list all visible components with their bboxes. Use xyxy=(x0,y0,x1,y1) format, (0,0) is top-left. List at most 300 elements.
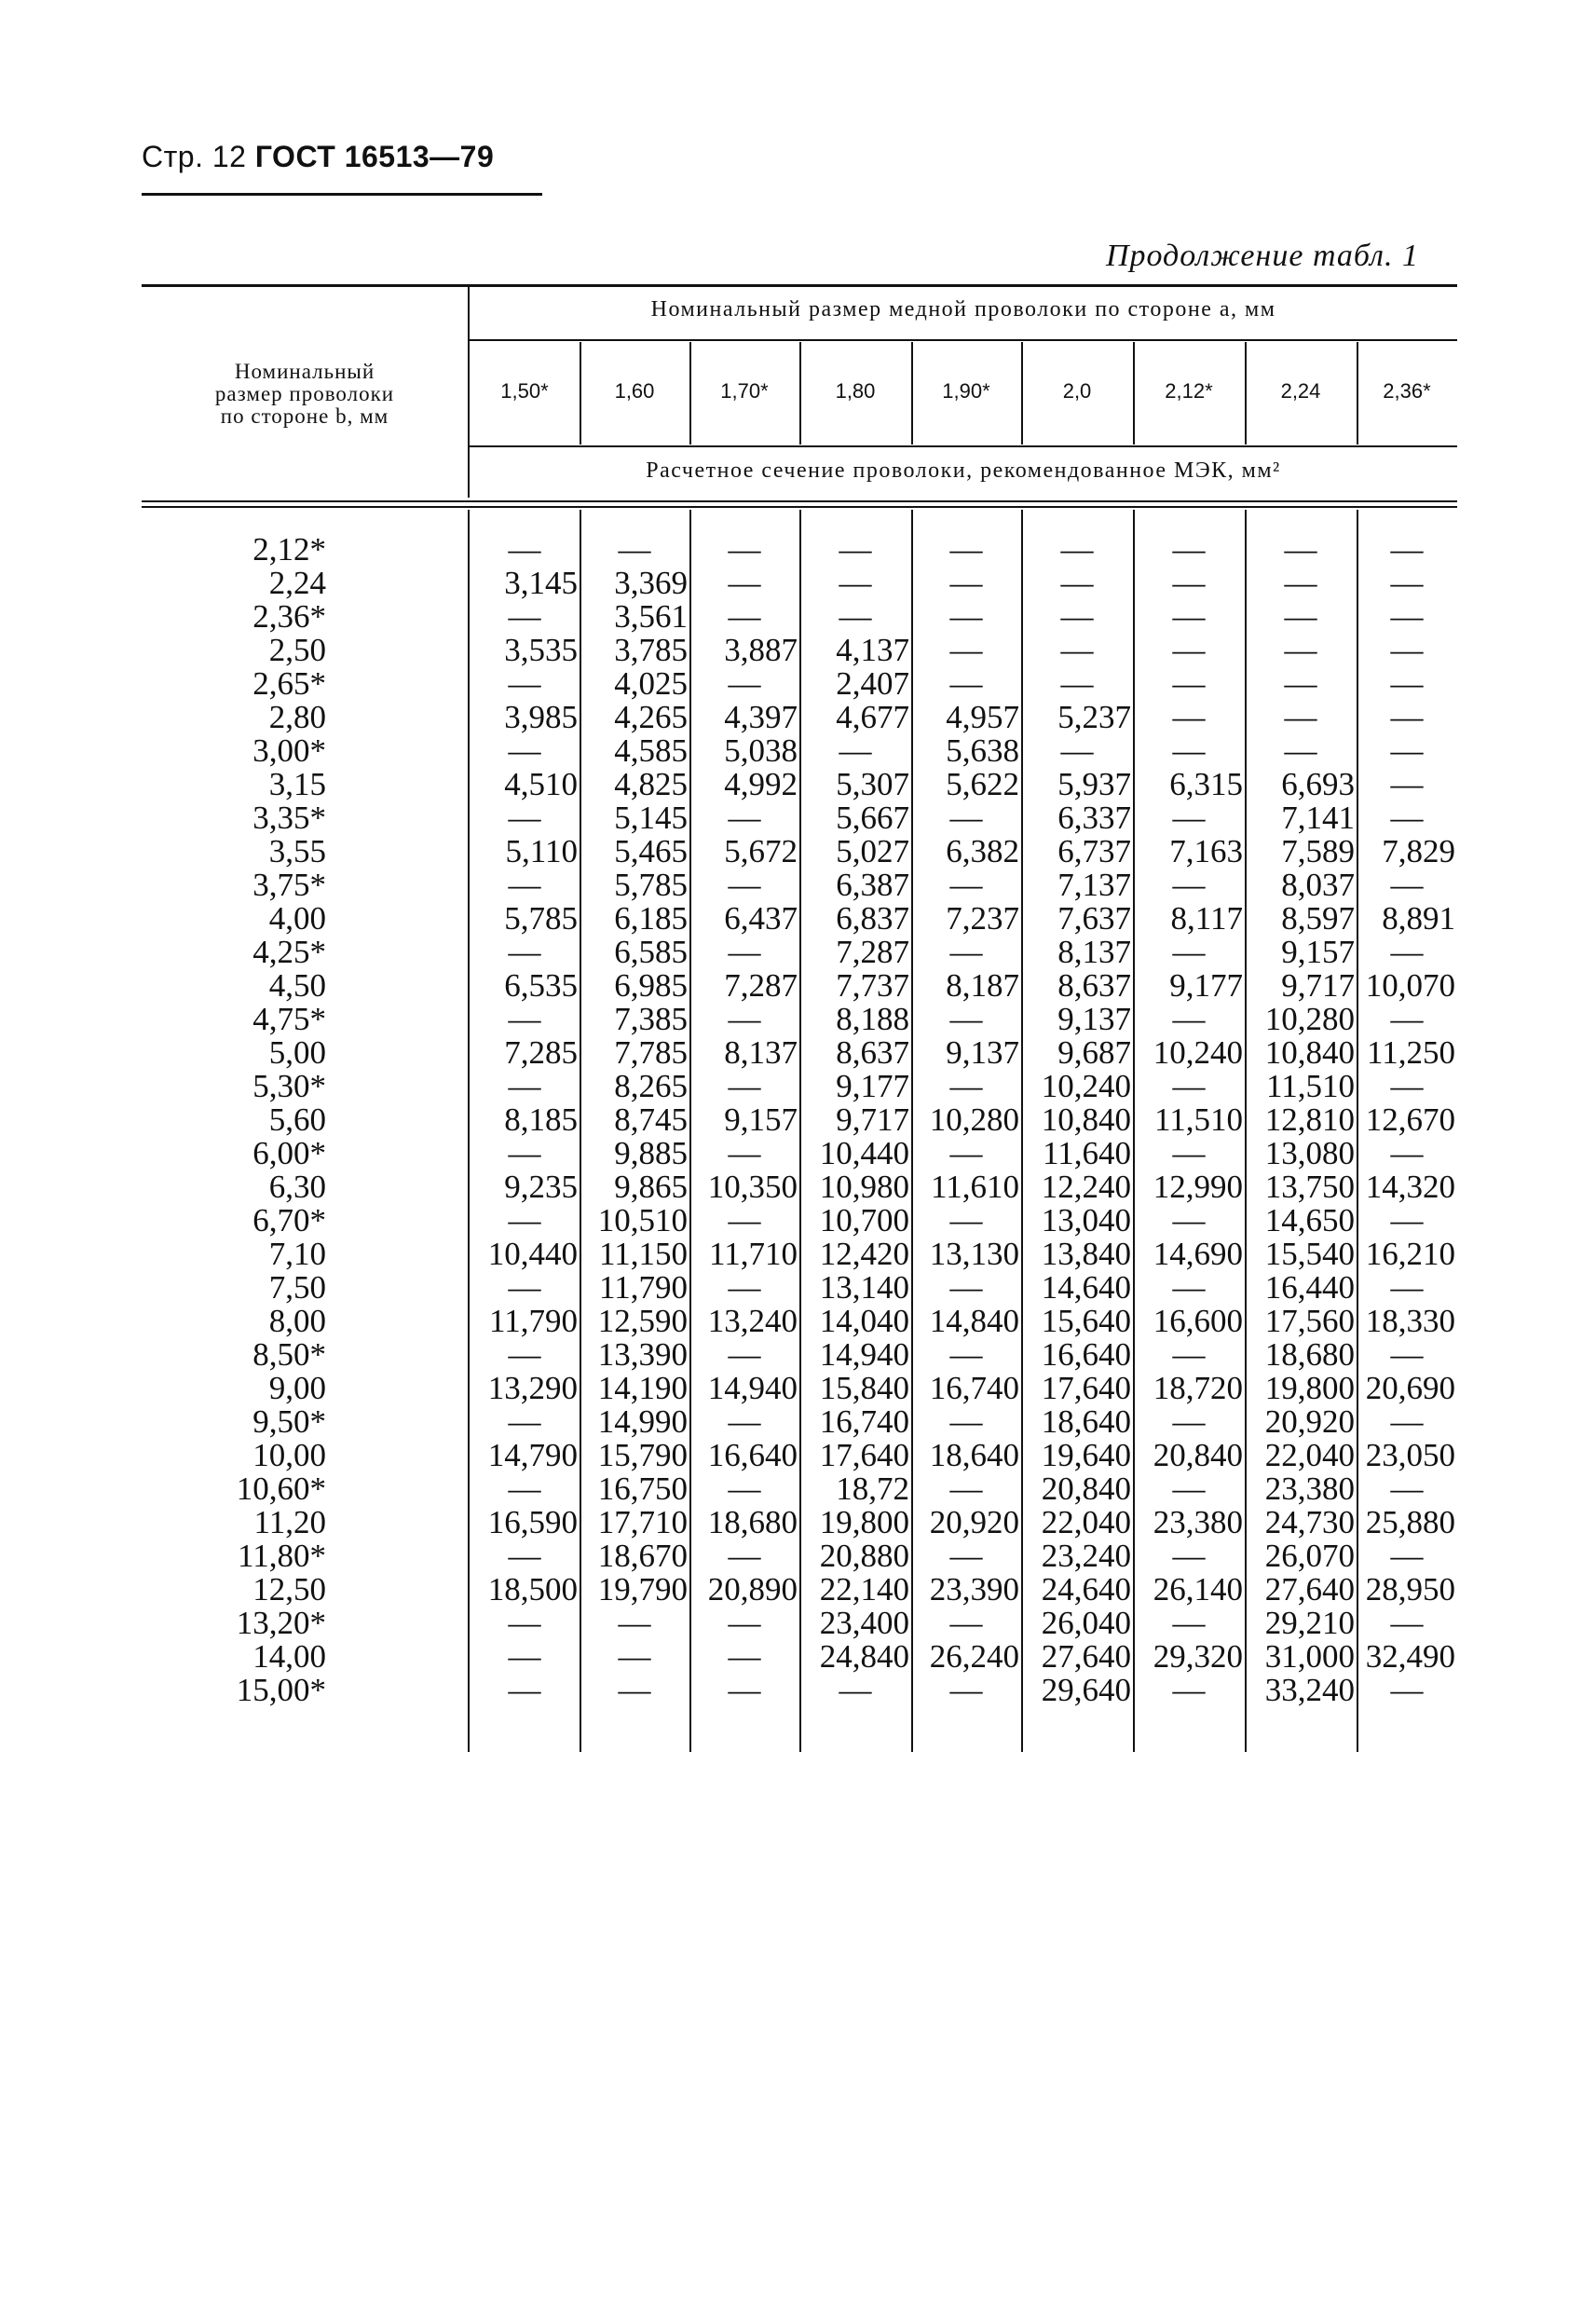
table-row xyxy=(142,734,1457,768)
table-cell: 2,407 xyxy=(836,665,909,702)
column-header: 2,24 xyxy=(1280,379,1321,403)
table-cell: 12,240 xyxy=(1041,1169,1131,1205)
table-cell: — xyxy=(949,1001,983,1037)
table-row xyxy=(142,634,1457,667)
table-cell: — xyxy=(839,732,872,769)
table-cell: 3,535 xyxy=(504,632,578,668)
table-cell: 7,163 xyxy=(1169,833,1243,869)
table-cell: — xyxy=(508,531,541,568)
table-cell: 24,730 xyxy=(1264,1504,1355,1540)
table-cell: — xyxy=(949,1068,983,1104)
table-cell: — xyxy=(949,598,983,635)
table-cell: 23,390 xyxy=(929,1571,1019,1607)
table-cell: 23,050 xyxy=(1365,1437,1455,1473)
table-cell: 8,265 xyxy=(614,1068,688,1104)
table-cell: 6,837 xyxy=(836,900,909,937)
table-continuation-label: Продолжение табл. 1 xyxy=(1105,239,1419,273)
table-cell: 23,380 xyxy=(1153,1504,1243,1540)
table-row xyxy=(142,835,1457,869)
table-cell: 24,840 xyxy=(819,1638,909,1675)
table-row xyxy=(142,1338,1457,1372)
table-cell: 7,637 xyxy=(1057,900,1131,937)
stub-header-line-1: Номинальный xyxy=(234,360,375,383)
table-cell: 9,235 xyxy=(504,1169,578,1205)
column-divider xyxy=(911,342,913,445)
table-cell: — xyxy=(1172,1001,1206,1037)
table-cell: 5,145 xyxy=(614,800,688,836)
table-cell: — xyxy=(728,800,761,836)
table-cell: 13,750 xyxy=(1264,1169,1355,1205)
column-header: 1,80 xyxy=(835,379,876,403)
table-row xyxy=(142,1674,1457,1707)
table-cell: 22,140 xyxy=(819,1571,909,1607)
table-row xyxy=(142,533,1457,567)
table-cell: 5,785 xyxy=(504,900,578,937)
table-cell: — xyxy=(728,1403,761,1440)
table-cell: 8,597 xyxy=(1281,900,1355,937)
table-cell: 19,800 xyxy=(1264,1370,1355,1406)
table-cell: 22,040 xyxy=(1264,1437,1355,1473)
table-cell: 16,210 xyxy=(1365,1236,1455,1272)
table-cell: — xyxy=(508,800,541,836)
table-row xyxy=(142,1506,1457,1539)
table-cell: 28,950 xyxy=(1365,1571,1455,1607)
table-cell: 11,250 xyxy=(1367,1034,1455,1071)
table-cell: — xyxy=(1390,1001,1424,1037)
table-cell: 16,750 xyxy=(597,1471,688,1507)
table-cell: 13,290 xyxy=(487,1370,578,1406)
header-rule-upper xyxy=(470,339,1457,341)
row-label: 4,25* xyxy=(252,934,326,970)
table-cell: — xyxy=(1060,531,1094,568)
table-cell: — xyxy=(839,531,872,568)
table-cell: — xyxy=(508,867,541,903)
table-cell: 4,265 xyxy=(614,699,688,735)
table-cell: — xyxy=(1390,1471,1424,1507)
table-cell: 5,672 xyxy=(724,833,798,869)
table-cell: — xyxy=(1284,732,1317,769)
table-cell: — xyxy=(508,1672,541,1708)
table-cell: 5,465 xyxy=(614,833,688,869)
table-cell: 5,638 xyxy=(946,732,1019,769)
table-cell: — xyxy=(949,1135,983,1171)
table-cell: 9,157 xyxy=(1281,934,1355,970)
table-cell: — xyxy=(1390,531,1424,568)
table-cell: 13,130 xyxy=(929,1236,1019,1272)
table-cell: 6,535 xyxy=(504,967,578,1004)
table-cell: 13,040 xyxy=(1041,1202,1131,1238)
row-label: 5,60 xyxy=(268,1101,326,1138)
table-cell: 20,920 xyxy=(929,1504,1019,1540)
column-header: 1,90* xyxy=(942,379,990,403)
table-cell: 9,177 xyxy=(836,1068,909,1104)
row-label: 3,15 xyxy=(268,766,326,802)
table-cell: 18,72 xyxy=(836,1471,909,1507)
row-label: 11,80* xyxy=(238,1538,326,1574)
table-cell: 18,720 xyxy=(1153,1370,1243,1406)
table-cell: — xyxy=(949,800,983,836)
column-divider xyxy=(1245,342,1247,445)
table-row xyxy=(142,1640,1457,1674)
table-top-rule xyxy=(142,284,1457,287)
table-cell: 14,690 xyxy=(1153,1236,1243,1272)
table-cell: — xyxy=(949,1672,983,1708)
table-cell: 4,957 xyxy=(946,699,1019,735)
table-cell: 7,385 xyxy=(614,1001,688,1037)
table-cell: 19,800 xyxy=(819,1504,909,1540)
table-cell: — xyxy=(1390,1403,1424,1440)
table-cell: — xyxy=(728,565,761,601)
column-header: 2,0 xyxy=(1062,379,1092,403)
column-divider xyxy=(1357,342,1358,445)
table-cell: — xyxy=(1172,867,1206,903)
table-cell: 12,810 xyxy=(1264,1101,1355,1138)
table-cell: 5,937 xyxy=(1057,766,1131,802)
table-cell: — xyxy=(949,1202,983,1238)
row-label: 2,12* xyxy=(252,531,326,568)
table-cell: — xyxy=(1060,632,1094,668)
table-row xyxy=(142,1472,1457,1506)
table-cell: — xyxy=(1172,1336,1206,1373)
table-cell: 26,240 xyxy=(929,1638,1019,1675)
table-cell: — xyxy=(1172,531,1206,568)
row-label: 7,10 xyxy=(268,1236,326,1272)
table-cell: — xyxy=(1172,598,1206,635)
table-row xyxy=(142,1573,1457,1607)
table-cell: 13,390 xyxy=(597,1336,688,1373)
table-cell: 4,510 xyxy=(504,766,578,802)
table-row xyxy=(142,768,1457,801)
table-cell: 14,840 xyxy=(929,1303,1019,1339)
table-cell: 7,829 xyxy=(1382,833,1455,869)
table-cell: — xyxy=(1390,1672,1424,1708)
table-cell: 26,070 xyxy=(1264,1538,1355,1574)
row-label: 10,60* xyxy=(236,1471,326,1507)
table-cell: 29,640 xyxy=(1041,1672,1131,1708)
table-cell: 15,790 xyxy=(597,1437,688,1473)
table-cell: 18,330 xyxy=(1365,1303,1455,1339)
table-cell: — xyxy=(508,1135,541,1171)
table-cell: 5,785 xyxy=(614,867,688,903)
table-cell: — xyxy=(1284,665,1317,702)
table-cell: 9,865 xyxy=(614,1169,688,1205)
table-cell: — xyxy=(728,598,761,635)
row-label: 8,50* xyxy=(252,1336,326,1373)
table-cell: — xyxy=(618,1638,651,1675)
table-cell: — xyxy=(1172,1605,1206,1641)
table-cell: 9,137 xyxy=(946,1034,1019,1071)
table-cell: — xyxy=(508,934,541,970)
table-cell: — xyxy=(839,1672,872,1708)
table-row xyxy=(142,1539,1457,1573)
row-label: 2,65* xyxy=(252,665,326,702)
row-label: 4,00 xyxy=(268,900,326,937)
running-head xyxy=(142,140,494,174)
table-cell: — xyxy=(1390,1202,1424,1238)
table-cell: 26,040 xyxy=(1041,1605,1131,1641)
table-cell: — xyxy=(1172,565,1206,601)
table-cell: 7,737 xyxy=(836,967,909,1004)
table-cell: — xyxy=(728,867,761,903)
table-cell: 6,437 xyxy=(724,900,798,937)
table-cell: 3,369 xyxy=(614,565,688,601)
table-cell: 12,990 xyxy=(1153,1169,1243,1205)
table-cell: 32,490 xyxy=(1365,1638,1455,1675)
table-cell: — xyxy=(1390,1068,1424,1104)
table-cell: 4,137 xyxy=(836,632,909,668)
stub-header-line-2: размер проволоки xyxy=(214,382,395,405)
table-cell: 6,315 xyxy=(1169,766,1243,802)
table-cell: — xyxy=(1390,1336,1424,1373)
table-cell: 23,380 xyxy=(1264,1471,1355,1507)
row-label: 2,80 xyxy=(268,699,326,735)
table-cell: — xyxy=(839,598,872,635)
table-cell: — xyxy=(1284,632,1317,668)
table-cell: — xyxy=(1390,1538,1424,1574)
table-cell: — xyxy=(1172,800,1206,836)
table-cell: 16,640 xyxy=(707,1437,798,1473)
table-cell: — xyxy=(508,665,541,702)
table-cell: — xyxy=(1390,1135,1424,1171)
table-cell: — xyxy=(1172,1202,1206,1238)
table-cell: 17,710 xyxy=(597,1504,688,1540)
table-cell: — xyxy=(1284,565,1317,601)
table-cell: 23,400 xyxy=(819,1605,909,1641)
table-cell: 9,137 xyxy=(1057,1001,1131,1037)
row-label: 14,00 xyxy=(252,1638,326,1675)
table-cell: 18,670 xyxy=(597,1538,688,1574)
table-cell: — xyxy=(618,1672,651,1708)
table-cell: 4,397 xyxy=(724,699,798,735)
row-label: 8,00 xyxy=(268,1303,326,1339)
table-cell: 15,840 xyxy=(819,1370,909,1406)
table-cell: 5,622 xyxy=(946,766,1019,802)
table-cell: — xyxy=(1172,1403,1206,1440)
table-cell: 3,145 xyxy=(504,565,578,601)
table-cell: 17,640 xyxy=(1041,1370,1131,1406)
table-cell: 11,790 xyxy=(599,1269,688,1306)
table-cell: — xyxy=(949,1269,983,1306)
data-table xyxy=(142,284,1457,1752)
table-cell: 14,790 xyxy=(487,1437,578,1473)
table-cell: 20,890 xyxy=(707,1571,798,1607)
table-cell: 13,240 xyxy=(707,1303,798,1339)
table-cell: 8,187 xyxy=(946,967,1019,1004)
table-cell: 7,137 xyxy=(1057,867,1131,903)
table-cell: — xyxy=(728,1605,761,1641)
column-divider xyxy=(580,342,581,445)
table-cell: 14,940 xyxy=(707,1370,798,1406)
table-cell: 5,237 xyxy=(1057,699,1131,735)
table-cell: 9,687 xyxy=(1057,1034,1131,1071)
header-rule xyxy=(142,193,542,196)
table-cell: — xyxy=(728,1471,761,1507)
table-cell: — xyxy=(728,531,761,568)
table-cell: — xyxy=(1390,598,1424,635)
row-label: 9,50* xyxy=(252,1403,326,1440)
row-label: 6,00* xyxy=(252,1135,326,1171)
table-cell: — xyxy=(1172,732,1206,769)
table-cell: 17,640 xyxy=(819,1437,909,1473)
table-cell: 9,885 xyxy=(614,1135,688,1171)
table-cell: 14,190 xyxy=(597,1370,688,1406)
table-cell: 27,640 xyxy=(1041,1638,1131,1675)
table-cell: 5,307 xyxy=(836,766,909,802)
table-cell: — xyxy=(728,934,761,970)
table-cell: 15,640 xyxy=(1041,1303,1131,1339)
table-cell: 7,287 xyxy=(836,934,909,970)
table-cell: 5,027 xyxy=(836,833,909,869)
row-label: 3,75* xyxy=(252,867,326,903)
row-label: 4,75* xyxy=(252,1001,326,1037)
column-divider xyxy=(799,342,801,445)
table-cell: 4,585 xyxy=(614,732,688,769)
table-cell: — xyxy=(1390,1605,1424,1641)
table-cell: — xyxy=(949,565,983,601)
table-row xyxy=(142,567,1457,600)
table-cell: 20,690 xyxy=(1365,1370,1455,1406)
table-cell: — xyxy=(1284,699,1317,735)
table-cell: 5,667 xyxy=(836,800,909,836)
table-cell: — xyxy=(949,1538,983,1574)
table-cell: 6,387 xyxy=(836,867,909,903)
table-cell: 10,240 xyxy=(1041,1068,1131,1104)
table-cell: — xyxy=(949,867,983,903)
table-row xyxy=(142,701,1457,734)
table-cell: — xyxy=(1390,867,1424,903)
table-cell: 7,287 xyxy=(724,967,798,1004)
table-row xyxy=(142,869,1457,902)
table-row xyxy=(142,1204,1457,1238)
table-cell: 13,080 xyxy=(1264,1135,1355,1171)
table-cell: 20,880 xyxy=(819,1538,909,1574)
table-cell: 10,070 xyxy=(1365,967,1455,1004)
table-cell: 25,880 xyxy=(1365,1504,1455,1540)
table-row xyxy=(142,1003,1457,1036)
table-cell: 12,670 xyxy=(1365,1101,1455,1138)
table-cell: — xyxy=(1060,565,1094,601)
table-cell: — xyxy=(728,1538,761,1574)
table-cell: — xyxy=(949,632,983,668)
table-cell: — xyxy=(1390,1269,1424,1306)
row-label: 2,24 xyxy=(268,565,326,601)
table-row xyxy=(142,1137,1457,1170)
row-label: 4,50 xyxy=(268,967,326,1004)
table-row xyxy=(142,1070,1457,1103)
table-cell: — xyxy=(728,1001,761,1037)
table-cell: 10,440 xyxy=(487,1236,578,1272)
table-cell: 9,717 xyxy=(836,1101,909,1138)
table-cell: 11,790 xyxy=(489,1303,578,1339)
table-row xyxy=(142,1170,1457,1204)
table-cell: 10,510 xyxy=(597,1202,688,1238)
row-label: 10,00 xyxy=(252,1437,326,1473)
table-cell: 10,840 xyxy=(1041,1101,1131,1138)
table-cell: — xyxy=(1390,766,1424,802)
table-cell: 9,717 xyxy=(1281,967,1355,1004)
table-cell: 17,560 xyxy=(1264,1303,1355,1339)
table-cell: 11,610 xyxy=(931,1169,1019,1205)
table-cell: 18,680 xyxy=(707,1504,798,1540)
table-cell: 3,561 xyxy=(614,598,688,635)
table-cell: — xyxy=(1172,1538,1206,1574)
table-cell: — xyxy=(1172,1269,1206,1306)
row-label: 15,00* xyxy=(236,1672,326,1708)
table-cell: — xyxy=(728,1638,761,1675)
table-cell: 14,990 xyxy=(597,1403,688,1440)
table-cell: 18,640 xyxy=(929,1437,1019,1473)
header-bottom-rule-1 xyxy=(142,500,1457,502)
table-cell: 20,840 xyxy=(1041,1471,1131,1507)
table-cell: — xyxy=(728,1672,761,1708)
table-cell: — xyxy=(949,531,983,568)
table-row xyxy=(142,1372,1457,1405)
table-cell: 8,637 xyxy=(1057,967,1131,1004)
table-row xyxy=(142,1305,1457,1338)
table-cell: 8,137 xyxy=(724,1034,798,1071)
table-cell: 8,891 xyxy=(1382,900,1455,937)
table-cell: — xyxy=(728,1202,761,1238)
table-cell: 18,680 xyxy=(1264,1336,1355,1373)
table-cell: 4,025 xyxy=(614,665,688,702)
table-cell: 6,185 xyxy=(614,900,688,937)
table-row xyxy=(142,1103,1457,1137)
table-cell: — xyxy=(1172,632,1206,668)
table-cell: 10,980 xyxy=(819,1169,909,1205)
table-cell: — xyxy=(1060,665,1094,702)
table-cell: — xyxy=(839,565,872,601)
row-label: 12,50 xyxy=(252,1571,326,1607)
table-cell: — xyxy=(1390,565,1424,601)
table-row xyxy=(142,1036,1457,1070)
table-cell: 6,337 xyxy=(1057,800,1131,836)
table-cell: 10,350 xyxy=(707,1169,798,1205)
table-cell: 16,640 xyxy=(1041,1336,1131,1373)
table-cell: — xyxy=(618,1605,651,1641)
table-cell: — xyxy=(508,1638,541,1675)
table-cell: 22,040 xyxy=(1041,1504,1131,1540)
table-cell: — xyxy=(508,1001,541,1037)
column-header: 1,70* xyxy=(720,379,769,403)
table-cell: 16,590 xyxy=(487,1504,578,1540)
table-cell: 16,740 xyxy=(929,1370,1019,1406)
column-header: 1,50* xyxy=(500,379,549,403)
table-cell: — xyxy=(1390,732,1424,769)
table-cell: 3,887 xyxy=(724,632,798,668)
row-label: 6,30 xyxy=(268,1169,326,1205)
header-bottom-rule-2 xyxy=(142,506,1457,508)
row-label: 6,70* xyxy=(252,1202,326,1238)
table-cell: — xyxy=(508,1336,541,1373)
table-cell: 11,510 xyxy=(1266,1068,1355,1104)
table-cell: — xyxy=(1172,1135,1206,1171)
table-cell: — xyxy=(1172,1068,1206,1104)
table-cell: — xyxy=(949,1471,983,1507)
table-cell: 24,640 xyxy=(1041,1571,1131,1607)
table-cell: — xyxy=(1172,665,1206,702)
table-cell: — xyxy=(1172,1471,1206,1507)
table-cell: — xyxy=(508,598,541,635)
row-label: 5,00 xyxy=(268,1034,326,1071)
table-cell: 5,038 xyxy=(724,732,798,769)
table-cell: — xyxy=(1172,934,1206,970)
table-cell: — xyxy=(1390,699,1424,735)
table-cell: 33,240 xyxy=(1264,1672,1355,1708)
table-cell: 29,210 xyxy=(1264,1605,1355,1641)
table-cell: — xyxy=(1060,732,1094,769)
table-cell: — xyxy=(728,1068,761,1104)
table-cell: — xyxy=(618,531,651,568)
